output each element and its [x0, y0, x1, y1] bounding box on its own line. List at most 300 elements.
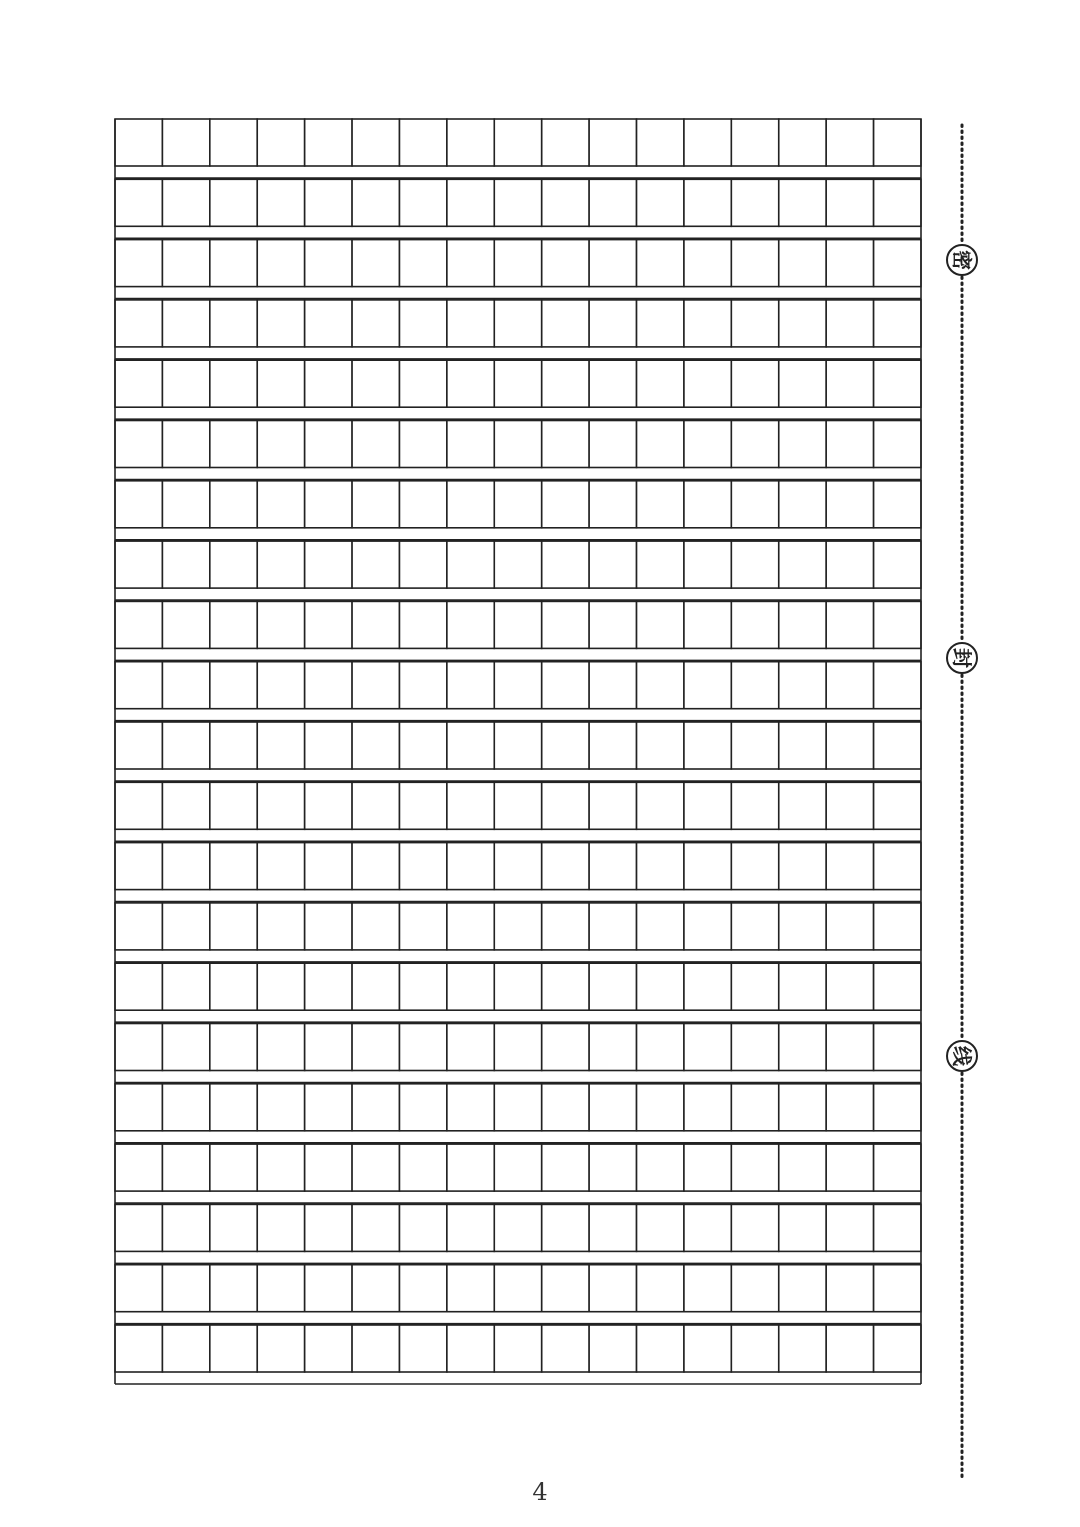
- grid-cell[interactable]: [684, 782, 731, 829]
- grid-cell[interactable]: [352, 240, 399, 287]
- grid-cell[interactable]: [352, 481, 399, 528]
- grid-cell[interactable]: [210, 843, 257, 890]
- grid-cell[interactable]: [115, 1265, 162, 1312]
- grid-cell[interactable]: [305, 360, 352, 407]
- grid-cell[interactable]: [257, 1144, 304, 1191]
- grid-cell[interactable]: [637, 360, 684, 407]
- grid-cell[interactable]: [589, 179, 636, 226]
- grid-cell[interactable]: [637, 662, 684, 709]
- grid-cell[interactable]: [162, 179, 209, 226]
- grid-cell[interactable]: [589, 843, 636, 890]
- grid-cell[interactable]: [731, 1265, 778, 1312]
- grid-cell[interactable]: [305, 1204, 352, 1251]
- grid-cell[interactable]: [684, 662, 731, 709]
- grid-cell[interactable]: [352, 662, 399, 709]
- grid-cell[interactable]: [589, 541, 636, 588]
- grid-cell[interactable]: [399, 119, 446, 166]
- grid-cell[interactable]: [210, 1144, 257, 1191]
- grid-cell[interactable]: [826, 1024, 873, 1071]
- grid-cell[interactable]: [257, 601, 304, 648]
- grid-cell[interactable]: [684, 601, 731, 648]
- grid-cell[interactable]: [352, 119, 399, 166]
- grid-cell[interactable]: [352, 903, 399, 950]
- grid-cell[interactable]: [637, 541, 684, 588]
- grid-cell[interactable]: [779, 1144, 826, 1191]
- grid-cell[interactable]: [115, 903, 162, 950]
- grid-cell[interactable]: [779, 1204, 826, 1251]
- grid-cell[interactable]: [257, 240, 304, 287]
- grid-cell[interactable]: [210, 1024, 257, 1071]
- grid-cell[interactable]: [731, 300, 778, 347]
- grid-cell[interactable]: [210, 300, 257, 347]
- grid-cell[interactable]: [826, 240, 873, 287]
- grid-cell[interactable]: [115, 1144, 162, 1191]
- grid-cell[interactable]: [542, 782, 589, 829]
- grid-cell[interactable]: [494, 119, 541, 166]
- grid-cell[interactable]: [731, 903, 778, 950]
- grid-cell[interactable]: [731, 481, 778, 528]
- grid-cell[interactable]: [779, 1024, 826, 1071]
- grid-cell[interactable]: [779, 360, 826, 407]
- grid-cell[interactable]: [115, 1204, 162, 1251]
- grid-cell[interactable]: [352, 360, 399, 407]
- grid-cell[interactable]: [589, 782, 636, 829]
- grid-cell[interactable]: [494, 843, 541, 890]
- grid-cell[interactable]: [162, 240, 209, 287]
- grid-cell[interactable]: [637, 1144, 684, 1191]
- grid-cell[interactable]: [542, 360, 589, 407]
- grid-cell[interactable]: [684, 1144, 731, 1191]
- grid-cell[interactable]: [352, 300, 399, 347]
- grid-cell[interactable]: [257, 903, 304, 950]
- grid-cell[interactable]: [542, 722, 589, 769]
- grid-cell[interactable]: [399, 300, 446, 347]
- grid-cell[interactable]: [257, 481, 304, 528]
- grid-cell[interactable]: [684, 300, 731, 347]
- grid-cell[interactable]: [115, 1024, 162, 1071]
- grid-cell[interactable]: [305, 843, 352, 890]
- grid-cell[interactable]: [826, 119, 873, 166]
- grid-cell[interactable]: [731, 541, 778, 588]
- grid-cell[interactable]: [779, 903, 826, 950]
- grid-cell[interactable]: [731, 662, 778, 709]
- grid-cell[interactable]: [447, 119, 494, 166]
- grid-cell[interactable]: [257, 1204, 304, 1251]
- grid-cell[interactable]: [399, 179, 446, 226]
- grid-cell[interactable]: [542, 1325, 589, 1372]
- grid-cell[interactable]: [589, 421, 636, 468]
- grid-cell[interactable]: [731, 843, 778, 890]
- grid-cell[interactable]: [542, 1204, 589, 1251]
- grid-cell[interactable]: [447, 843, 494, 890]
- grid-cell[interactable]: [210, 662, 257, 709]
- grid-cell[interactable]: [874, 903, 921, 950]
- grid-cell[interactable]: [399, 360, 446, 407]
- grid-cell[interactable]: [826, 421, 873, 468]
- grid-cell[interactable]: [447, 1204, 494, 1251]
- grid-cell[interactable]: [162, 782, 209, 829]
- grid-cell[interactable]: [257, 119, 304, 166]
- grid-cell[interactable]: [210, 240, 257, 287]
- grid-cell[interactable]: [352, 1084, 399, 1131]
- grid-cell[interactable]: [542, 1024, 589, 1071]
- grid-cell[interactable]: [494, 481, 541, 528]
- grid-cell[interactable]: [684, 119, 731, 166]
- grid-cell[interactable]: [494, 1325, 541, 1372]
- grid-cell[interactable]: [162, 1265, 209, 1312]
- grid-cell[interactable]: [447, 1144, 494, 1191]
- grid-cell[interactable]: [447, 1024, 494, 1071]
- grid-cell[interactable]: [352, 1265, 399, 1312]
- grid-cell[interactable]: [115, 481, 162, 528]
- grid-cell[interactable]: [447, 421, 494, 468]
- grid-cell[interactable]: [399, 1325, 446, 1372]
- grid-cell[interactable]: [115, 963, 162, 1010]
- grid-cell[interactable]: [305, 541, 352, 588]
- grid-cell[interactable]: [447, 782, 494, 829]
- grid-cell[interactable]: [210, 179, 257, 226]
- grid-cell[interactable]: [589, 119, 636, 166]
- grid-cell[interactable]: [826, 662, 873, 709]
- grid-cell[interactable]: [162, 119, 209, 166]
- grid-cell[interactable]: [162, 1024, 209, 1071]
- grid-cell[interactable]: [494, 662, 541, 709]
- grid-cell[interactable]: [637, 843, 684, 890]
- grid-cell[interactable]: [494, 1204, 541, 1251]
- grid-cell[interactable]: [589, 601, 636, 648]
- grid-cell[interactable]: [210, 541, 257, 588]
- grid-cell[interactable]: [399, 1265, 446, 1312]
- grid-cell[interactable]: [305, 782, 352, 829]
- grid-cell[interactable]: [210, 963, 257, 1010]
- grid-cell[interactable]: [210, 1265, 257, 1312]
- grid-cell[interactable]: [874, 662, 921, 709]
- grid-cell[interactable]: [874, 481, 921, 528]
- grid-cell[interactable]: [399, 421, 446, 468]
- grid-cell[interactable]: [305, 481, 352, 528]
- grid-cell[interactable]: [257, 300, 304, 347]
- grid-cell[interactable]: [874, 1325, 921, 1372]
- grid-cell[interactable]: [210, 119, 257, 166]
- grid-cell[interactable]: [115, 240, 162, 287]
- grid-cell[interactable]: [352, 421, 399, 468]
- grid-cell[interactable]: [542, 903, 589, 950]
- grid-cell[interactable]: [542, 541, 589, 588]
- grid-cell[interactable]: [162, 963, 209, 1010]
- grid-cell[interactable]: [494, 300, 541, 347]
- grid-cell[interactable]: [542, 481, 589, 528]
- grid-cell[interactable]: [731, 1144, 778, 1191]
- grid-cell[interactable]: [399, 662, 446, 709]
- grid-cell[interactable]: [257, 662, 304, 709]
- grid-cell[interactable]: [874, 722, 921, 769]
- grid-cell[interactable]: [542, 1265, 589, 1312]
- grid-cell[interactable]: [874, 843, 921, 890]
- grid-cell[interactable]: [115, 662, 162, 709]
- grid-cell[interactable]: [162, 360, 209, 407]
- grid-cell[interactable]: [542, 963, 589, 1010]
- grid-cell[interactable]: [874, 1084, 921, 1131]
- grid-cell[interactable]: [494, 541, 541, 588]
- grid-cell[interactable]: [115, 782, 162, 829]
- grid-cell[interactable]: [210, 903, 257, 950]
- grid-cell[interactable]: [826, 963, 873, 1010]
- grid-cell[interactable]: [399, 1024, 446, 1071]
- grid-cell[interactable]: [637, 481, 684, 528]
- grid-cell[interactable]: [352, 179, 399, 226]
- grid-cell[interactable]: [115, 300, 162, 347]
- grid-cell[interactable]: [826, 843, 873, 890]
- grid-cell[interactable]: [684, 481, 731, 528]
- grid-cell[interactable]: [115, 843, 162, 890]
- grid-cell[interactable]: [589, 240, 636, 287]
- grid-cell[interactable]: [731, 421, 778, 468]
- grid-cell[interactable]: [305, 963, 352, 1010]
- grid-cell[interactable]: [589, 300, 636, 347]
- grid-cell[interactable]: [399, 903, 446, 950]
- grid-cell[interactable]: [779, 601, 826, 648]
- grid-cell[interactable]: [542, 843, 589, 890]
- grid-cell[interactable]: [115, 1084, 162, 1131]
- grid-cell[interactable]: [684, 963, 731, 1010]
- grid-cell[interactable]: [684, 1265, 731, 1312]
- grid-cell[interactable]: [494, 601, 541, 648]
- grid-cell[interactable]: [399, 1084, 446, 1131]
- grid-cell[interactable]: [399, 541, 446, 588]
- grid-cell[interactable]: [637, 722, 684, 769]
- grid-cell[interactable]: [684, 360, 731, 407]
- grid-cell[interactable]: [637, 300, 684, 347]
- grid-cell[interactable]: [494, 963, 541, 1010]
- grid-cell[interactable]: [731, 963, 778, 1010]
- grid-cell[interactable]: [779, 119, 826, 166]
- grid-cell[interactable]: [352, 1144, 399, 1191]
- grid-cell[interactable]: [874, 360, 921, 407]
- grid-cell[interactable]: [589, 963, 636, 1010]
- grid-cell[interactable]: [637, 601, 684, 648]
- grid-cell[interactable]: [162, 903, 209, 950]
- grid-cell[interactable]: [257, 541, 304, 588]
- grid-cell[interactable]: [874, 421, 921, 468]
- grid-cell[interactable]: [637, 963, 684, 1010]
- grid-cell[interactable]: [162, 421, 209, 468]
- grid-cell[interactable]: [779, 662, 826, 709]
- grid-cell[interactable]: [494, 1024, 541, 1071]
- grid-cell[interactable]: [874, 782, 921, 829]
- grid-cell[interactable]: [542, 1144, 589, 1191]
- grid-cell[interactable]: [305, 1265, 352, 1312]
- grid-cell[interactable]: [352, 843, 399, 890]
- grid-cell[interactable]: [352, 1204, 399, 1251]
- grid-cell[interactable]: [352, 963, 399, 1010]
- grid-cell[interactable]: [779, 300, 826, 347]
- grid-cell[interactable]: [162, 722, 209, 769]
- grid-cell[interactable]: [637, 421, 684, 468]
- grid-cell[interactable]: [874, 1265, 921, 1312]
- grid-cell[interactable]: [684, 1024, 731, 1071]
- grid-cell[interactable]: [826, 722, 873, 769]
- grid-cell[interactable]: [399, 1204, 446, 1251]
- grid-cell[interactable]: [305, 1325, 352, 1372]
- grid-cell[interactable]: [257, 782, 304, 829]
- grid-cell[interactable]: [115, 601, 162, 648]
- grid-cell[interactable]: [447, 722, 494, 769]
- grid-cell[interactable]: [826, 1204, 873, 1251]
- grid-cell[interactable]: [779, 1084, 826, 1131]
- grid-cell[interactable]: [257, 722, 304, 769]
- grid-cell[interactable]: [257, 843, 304, 890]
- grid-cell[interactable]: [637, 1325, 684, 1372]
- grid-cell[interactable]: [257, 179, 304, 226]
- grid-cell[interactable]: [162, 1204, 209, 1251]
- grid-cell[interactable]: [826, 179, 873, 226]
- grid-cell[interactable]: [874, 300, 921, 347]
- grid-cell[interactable]: [494, 360, 541, 407]
- grid-cell[interactable]: [115, 722, 162, 769]
- grid-cell[interactable]: [115, 179, 162, 226]
- grid-cell[interactable]: [826, 601, 873, 648]
- grid-cell[interactable]: [542, 300, 589, 347]
- grid-cell[interactable]: [589, 1084, 636, 1131]
- grid-cell[interactable]: [874, 119, 921, 166]
- grid-cell[interactable]: [447, 541, 494, 588]
- grid-cell[interactable]: [305, 1084, 352, 1131]
- grid-cell[interactable]: [115, 360, 162, 407]
- grid-cell[interactable]: [494, 903, 541, 950]
- grid-cell[interactable]: [399, 782, 446, 829]
- grid-cell[interactable]: [162, 1084, 209, 1131]
- grid-cell[interactable]: [826, 300, 873, 347]
- grid-cell[interactable]: [162, 541, 209, 588]
- grid-cell[interactable]: [352, 782, 399, 829]
- grid-cell[interactable]: [305, 1144, 352, 1191]
- grid-cell[interactable]: [637, 1204, 684, 1251]
- grid-cell[interactable]: [637, 903, 684, 950]
- grid-cell[interactable]: [447, 1084, 494, 1131]
- grid-cell[interactable]: [210, 601, 257, 648]
- grid-cell[interactable]: [731, 782, 778, 829]
- grid-cell[interactable]: [210, 1325, 257, 1372]
- grid-cell[interactable]: [731, 360, 778, 407]
- grid-cell[interactable]: [162, 300, 209, 347]
- grid-cell[interactable]: [494, 240, 541, 287]
- grid-cell[interactable]: [494, 1144, 541, 1191]
- grid-cell[interactable]: [352, 1024, 399, 1071]
- grid-cell[interactable]: [684, 843, 731, 890]
- grid-cell[interactable]: [637, 179, 684, 226]
- grid-cell[interactable]: [447, 903, 494, 950]
- grid-cell[interactable]: [494, 1265, 541, 1312]
- grid-cell[interactable]: [115, 421, 162, 468]
- grid-cell[interactable]: [305, 1024, 352, 1071]
- grid-cell[interactable]: [731, 601, 778, 648]
- grid-cell[interactable]: [257, 360, 304, 407]
- grid-cell[interactable]: [826, 1144, 873, 1191]
- grid-cell[interactable]: [399, 481, 446, 528]
- grid-cell[interactable]: [779, 541, 826, 588]
- grid-cell[interactable]: [447, 1265, 494, 1312]
- grid-cell[interactable]: [731, 722, 778, 769]
- grid-cell[interactable]: [210, 722, 257, 769]
- grid-cell[interactable]: [257, 1265, 304, 1312]
- grid-cell[interactable]: [731, 1084, 778, 1131]
- grid-cell[interactable]: [589, 1144, 636, 1191]
- grid-cell[interactable]: [447, 601, 494, 648]
- grid-cell[interactable]: [162, 601, 209, 648]
- grid-cell[interactable]: [731, 119, 778, 166]
- grid-cell[interactable]: [731, 1024, 778, 1071]
- grid-cell[interactable]: [210, 1204, 257, 1251]
- grid-cell[interactable]: [542, 240, 589, 287]
- grid-cell[interactable]: [684, 541, 731, 588]
- grid-cell[interactable]: [399, 601, 446, 648]
- grid-cell[interactable]: [257, 421, 304, 468]
- grid-cell[interactable]: [210, 360, 257, 407]
- grid-cell[interactable]: [589, 1265, 636, 1312]
- grid-cell[interactable]: [589, 1024, 636, 1071]
- grid-cell[interactable]: [115, 541, 162, 588]
- grid-cell[interactable]: [399, 963, 446, 1010]
- grid-cell[interactable]: [637, 119, 684, 166]
- grid-cell[interactable]: [305, 119, 352, 166]
- grid-cell[interactable]: [257, 1024, 304, 1071]
- grid-cell[interactable]: [162, 843, 209, 890]
- grid-cell[interactable]: [352, 601, 399, 648]
- grid-cell[interactable]: [399, 240, 446, 287]
- grid-cell[interactable]: [210, 1084, 257, 1131]
- grid-cell[interactable]: [779, 179, 826, 226]
- grid-cell[interactable]: [257, 1325, 304, 1372]
- grid-cell[interactable]: [542, 1084, 589, 1131]
- grid-cell[interactable]: [305, 722, 352, 769]
- grid-cell[interactable]: [305, 179, 352, 226]
- grid-cell[interactable]: [494, 782, 541, 829]
- grid-cell[interactable]: [542, 179, 589, 226]
- grid-cell[interactable]: [874, 601, 921, 648]
- grid-cell[interactable]: [637, 1265, 684, 1312]
- grid-cell[interactable]: [162, 662, 209, 709]
- grid-cell[interactable]: [589, 722, 636, 769]
- grid-cell[interactable]: [447, 179, 494, 226]
- grid-cell[interactable]: [352, 541, 399, 588]
- grid-cell[interactable]: [494, 1084, 541, 1131]
- grid-cell[interactable]: [684, 722, 731, 769]
- grid-cell[interactable]: [210, 782, 257, 829]
- grid-cell[interactable]: [637, 1024, 684, 1071]
- grid-cell[interactable]: [637, 1084, 684, 1131]
- grid-cell[interactable]: [589, 360, 636, 407]
- grid-cell[interactable]: [637, 782, 684, 829]
- grid-cell[interactable]: [826, 903, 873, 950]
- grid-cell[interactable]: [779, 843, 826, 890]
- grid-cell[interactable]: [874, 541, 921, 588]
- grid-cell[interactable]: [637, 240, 684, 287]
- grid-cell[interactable]: [447, 662, 494, 709]
- grid-cell[interactable]: [399, 1144, 446, 1191]
- grid-cell[interactable]: [874, 1204, 921, 1251]
- grid-cell[interactable]: [589, 1204, 636, 1251]
- grid-cell[interactable]: [684, 1325, 731, 1372]
- grid-cell[interactable]: [494, 421, 541, 468]
- grid-cell[interactable]: [589, 903, 636, 950]
- grid-cell[interactable]: [115, 119, 162, 166]
- grid-cell[interactable]: [826, 360, 873, 407]
- grid-cell[interactable]: [257, 1084, 304, 1131]
- grid-cell[interactable]: [684, 1204, 731, 1251]
- grid-cell[interactable]: [779, 963, 826, 1010]
- grid-cell[interactable]: [352, 1325, 399, 1372]
- grid-cell[interactable]: [684, 421, 731, 468]
